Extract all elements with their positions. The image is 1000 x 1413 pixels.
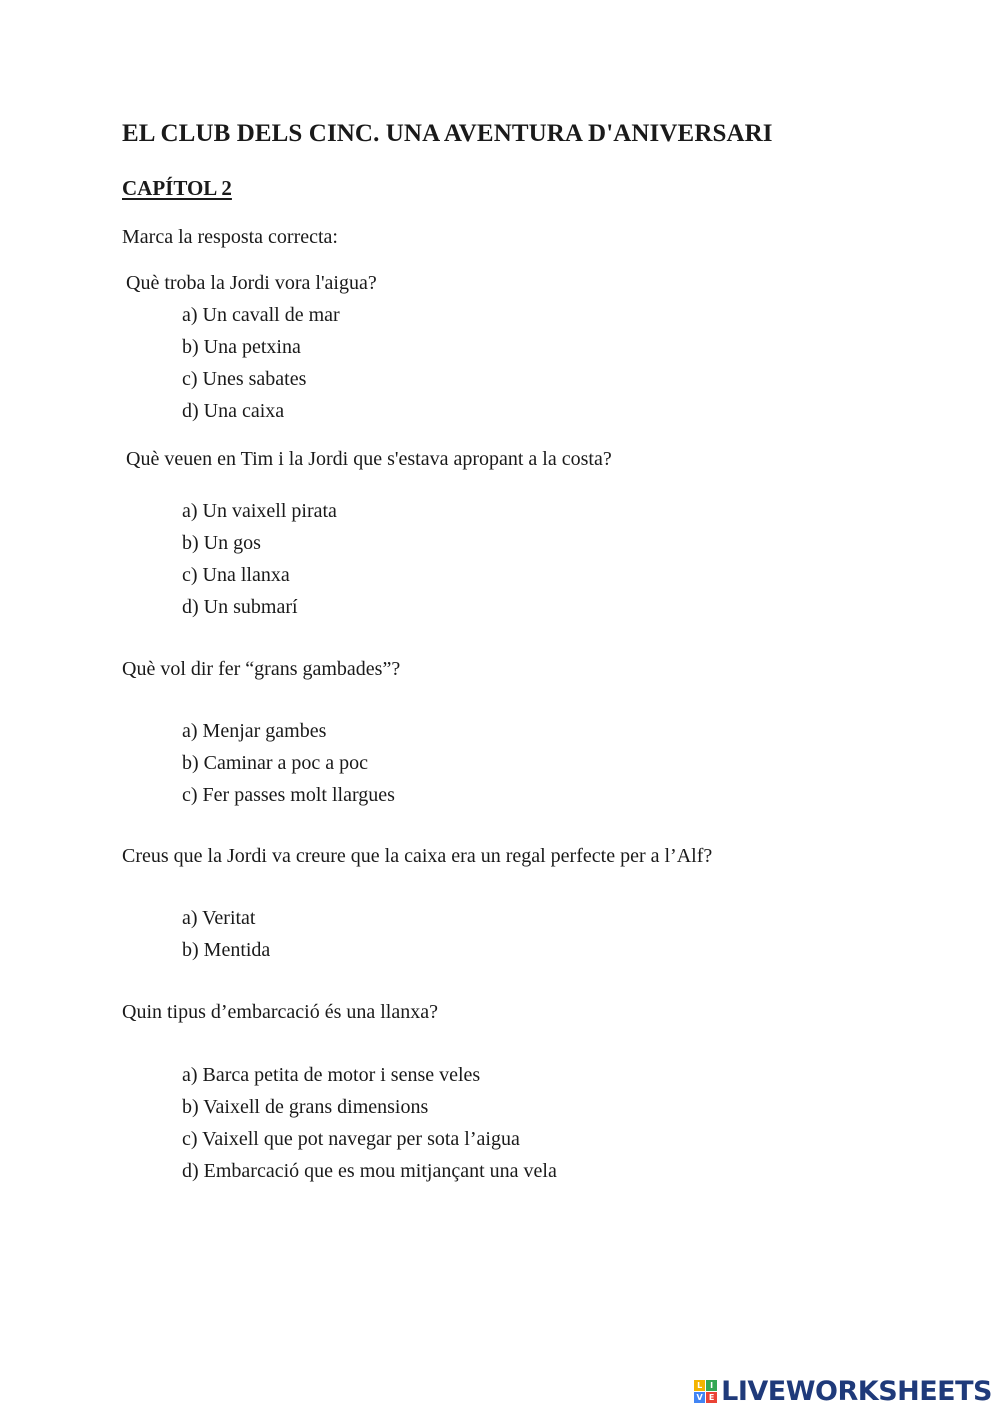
question-5-options (182, 1064, 557, 1192)
answer-option[interactable]: a) Un cavall de mar (182, 304, 340, 326)
worksheet-title: EL CLUB DELS CINC. UNA AVENTURA D'ANIVERSARI (122, 120, 773, 147)
answer-option[interactable]: b) Caminar a poc a poc (182, 752, 369, 774)
logo-letter: I (706, 1380, 717, 1391)
answer-option[interactable]: b) Vaixell de grans dimensions (182, 1096, 429, 1118)
answer-option[interactable]: d) Embarcació que es mou mitjançant una vela (182, 1160, 557, 1182)
question-1-options (182, 304, 340, 432)
logo-letter: V (694, 1392, 705, 1403)
answer-option[interactable]: b) Una petxina (182, 336, 301, 358)
question-5: Quin tipus d’embarcació és una llanxa? (122, 1001, 438, 1023)
liveworksheets-logo (694, 1376, 992, 1407)
answer-option[interactable]: c) Vaixell que pot navegar per sota l’aigua (182, 1128, 520, 1150)
question-3: Què vol dir fer “grans gambades”? (122, 658, 401, 680)
answer-option[interactable]: a) Barca petita de motor i sense veles (182, 1064, 481, 1086)
answer-option[interactable]: c) Fer passes molt llargues (182, 784, 395, 806)
question-4-options (182, 907, 270, 971)
instruction-text: Marca la resposta correcta: (122, 226, 338, 248)
answer-option[interactable]: c) Unes sabates (182, 368, 307, 390)
logo-letter: L (694, 1380, 705, 1391)
answer-option[interactable]: d) Una caixa (182, 400, 285, 422)
question-4: Creus que la Jordi va creure que la caixa era un regal perfecte per a l’Alf? (122, 845, 713, 867)
brand-name: LIVEWORKSHEETS (721, 1376, 992, 1407)
question-3-options (182, 720, 395, 816)
logo-icon (694, 1380, 717, 1403)
answer-option[interactable]: b) Un gos (182, 532, 261, 554)
question-2-options (182, 500, 337, 628)
logo-letter: E (706, 1392, 717, 1403)
question-2: Què veuen en Tim i la Jordi que s'estava apropant a la costa? (126, 448, 612, 470)
question-1: Què troba la Jordi vora l'aigua? (126, 272, 377, 294)
answer-option[interactable]: c) Una llanxa (182, 564, 290, 586)
answer-option[interactable]: a) Veritat (182, 907, 256, 929)
answer-option[interactable]: d) Un submarí (182, 596, 298, 618)
chapter-heading: CAPÍTOL 2 (122, 176, 232, 200)
answer-option[interactable]: b) Mentida (182, 939, 271, 961)
answer-option[interactable]: a) Menjar gambes (182, 720, 327, 742)
answer-option[interactable]: a) Un vaixell pirata (182, 500, 337, 522)
